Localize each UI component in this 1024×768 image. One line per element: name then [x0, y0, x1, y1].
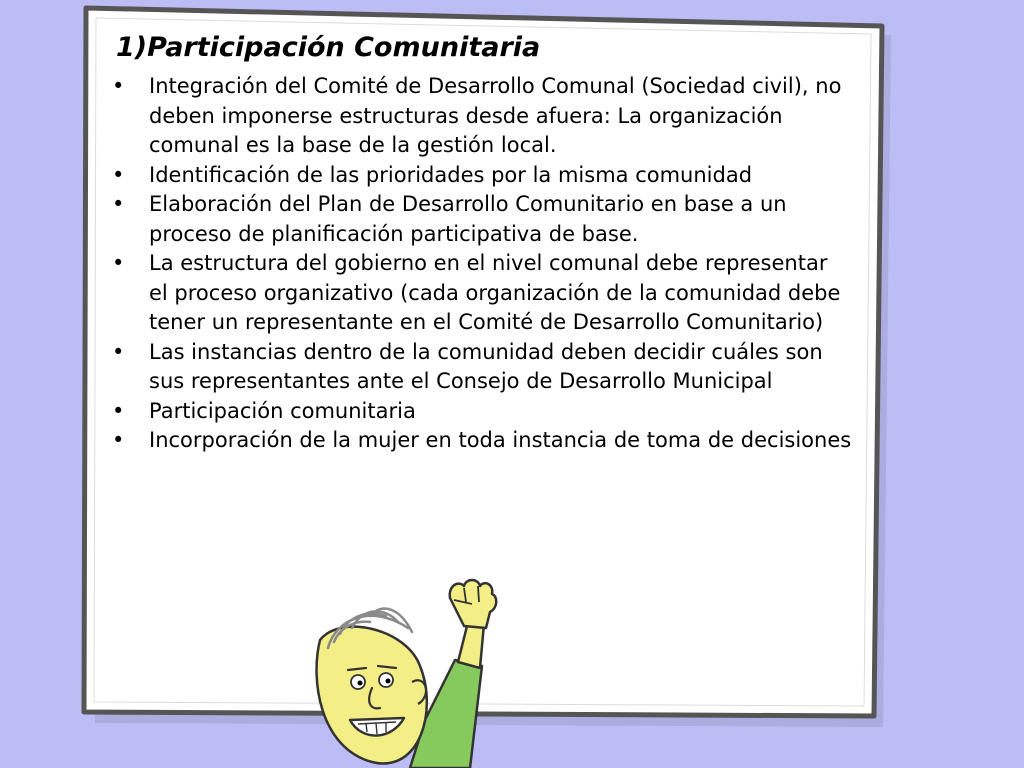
head: [317, 627, 427, 764]
bullet-dot: •: [112, 251, 125, 275]
fist-icon: [450, 580, 497, 628]
bullet-item: [112, 338, 852, 397]
bullet-dot: •: [112, 192, 125, 216]
raised-arm: [458, 622, 484, 668]
bullet-dot: •: [112, 339, 125, 364]
bullet-dot: •: [112, 162, 125, 187]
bullet-item: [112, 161, 852, 191]
bullet-text: Identificación de las prioridades por la misma comunidad: [149, 162, 753, 187]
bullet-item: [112, 72, 852, 161]
bullet-text: Incorporación de la mujer en toda instancia de toma de decisiones: [149, 428, 852, 452]
bullet-item: [112, 249, 852, 338]
bullet-text: Elaboración del Plan de Desarrollo Comunitario en base a un proceso de planificación participativa de base.: [149, 192, 787, 246]
bullet-list: [112, 72, 852, 456]
bullet-dot: •: [112, 74, 125, 98]
bullet-item: [112, 397, 852, 427]
bullet-dot: •: [112, 428, 125, 452]
bullet-text: Participación comunitaria: [149, 398, 416, 423]
slide-title: 1)Participación Comunitaria: [116, 32, 541, 63]
bullet-text: La estructura del gobierno en el nivel comunal debe representar el proceso organizativo (cada organización de la comunidad debe tener un representante en el Comité de Desarrollo Comunitario): [149, 251, 841, 334]
bullet-item: [112, 426, 852, 456]
cartoon-man-illustration: [300, 570, 510, 768]
bullet-text: Las instancias dentro de la comunidad deben decidir cuáles son sus representantes ante el Consejo de Desarrollo Municipal: [149, 339, 823, 393]
bullet-dot: •: [112, 398, 125, 423]
bullet-text: Integración del Comité de Desarrollo Comunal (Sociedad civil), no deben imponerse estructuras desde afuera: La organización comunal es la base de la gestión local.: [149, 74, 842, 157]
bullet-item: [112, 190, 852, 249]
